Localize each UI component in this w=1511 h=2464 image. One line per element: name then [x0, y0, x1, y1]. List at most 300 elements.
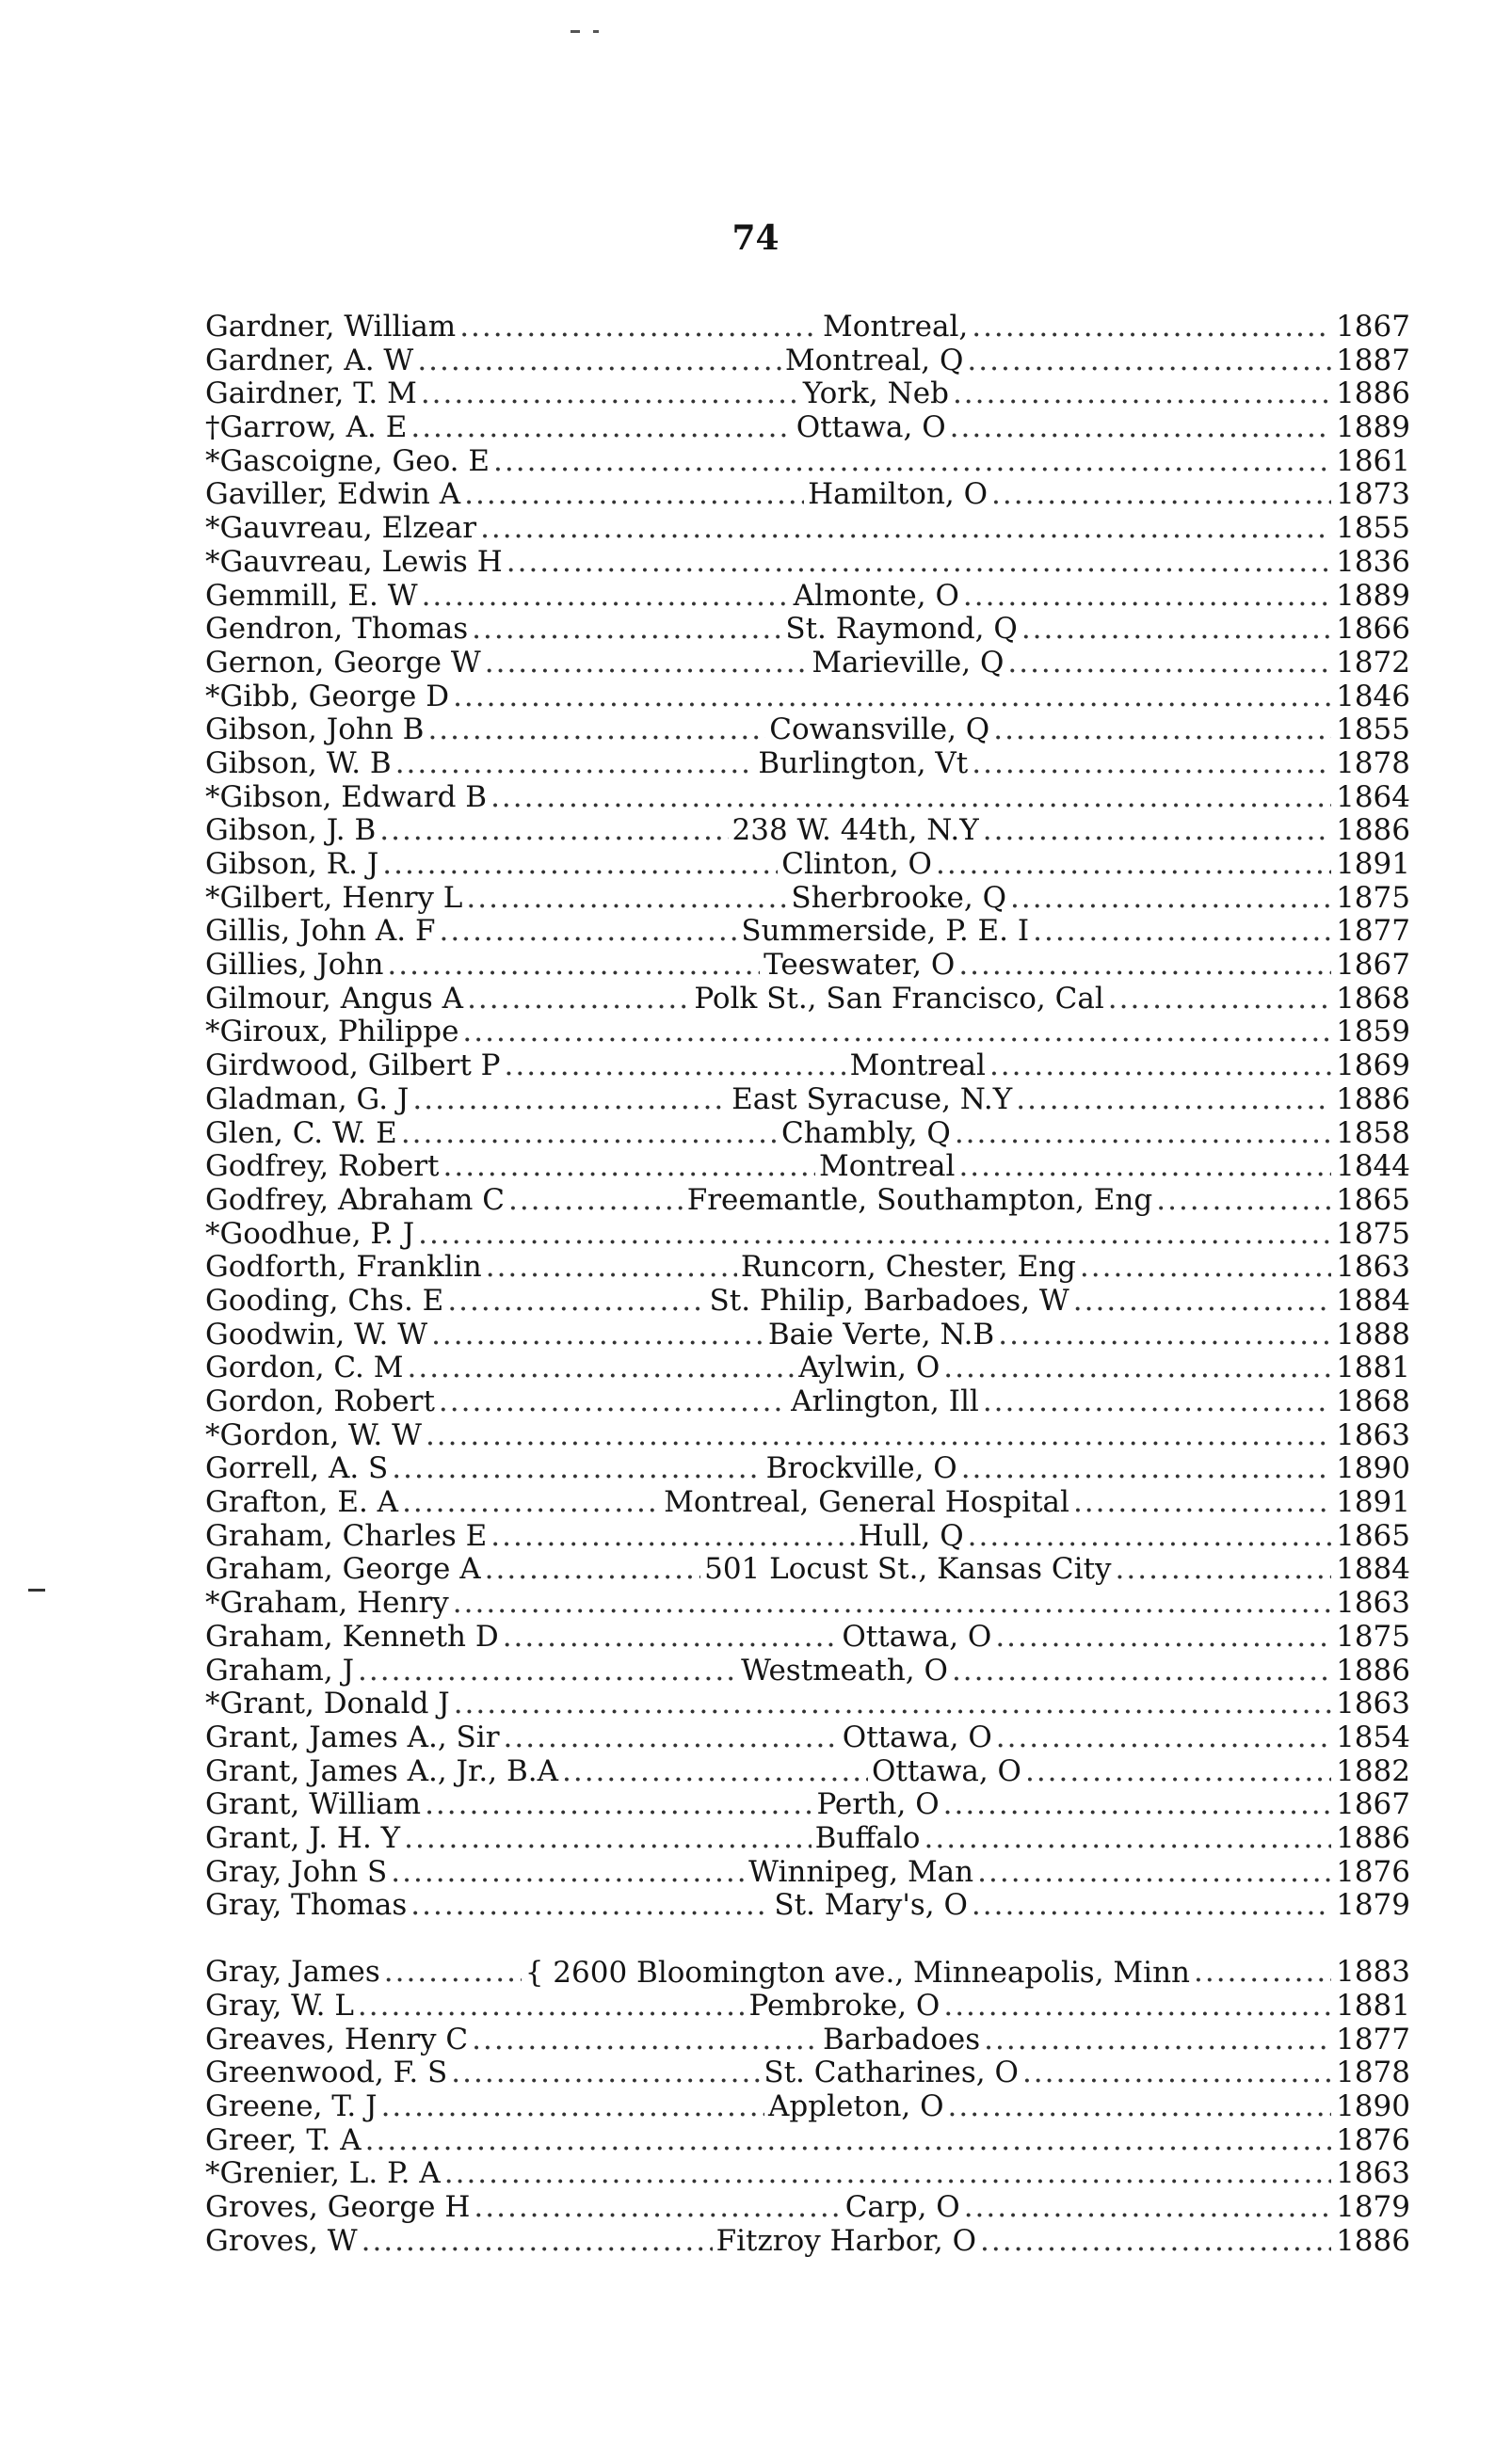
entry-name: Gibson, W. B: [205, 745, 392, 780]
register-entry: [205, 1150, 1410, 1184]
dot-leader: [1108, 983, 1331, 1016]
entry-year: 1890: [1336, 2089, 1410, 2124]
entry-year: 1863: [1336, 1687, 1410, 1721]
dot-leader: [417, 344, 781, 378]
dot-leader: [427, 713, 765, 747]
top-print-mark: [593, 30, 599, 33]
register-entry: [205, 1923, 1410, 1990]
dot-leader: [421, 377, 799, 411]
entry-year: 1863: [1336, 1250, 1410, 1285]
entry-name: Greaves, Henry C: [205, 2022, 469, 2056]
entry-address: Aylwin, O: [798, 1351, 940, 1385]
entry-year: 1867: [1336, 948, 1410, 983]
entry-name: Gibson, R. J: [205, 847, 379, 881]
register-entry: [205, 1319, 1410, 1352]
dot-leader: [404, 1822, 812, 1856]
register-entry: [205, 781, 1410, 815]
dot-leader: [995, 1621, 1331, 1655]
entry-name: Gooding, Chs. E: [205, 1283, 444, 1318]
register-entry: [205, 680, 1410, 714]
entry-name: Gemmill, E. W: [205, 578, 418, 613]
register-entry: [205, 2191, 1410, 2225]
entry-name: Gibson, J. B: [205, 813, 377, 848]
dot-leader: [401, 1117, 778, 1151]
entry-year: 1876: [1336, 1854, 1410, 1889]
entry-name: Glen, C. W. E: [205, 1115, 397, 1150]
dot-leader: [972, 1889, 1331, 1923]
entry-name: Grant, James A., Sir: [205, 1720, 500, 1754]
dot-leader: [998, 1319, 1331, 1352]
register-entry: [205, 546, 1410, 580]
entry-address: Summerside, P. E. I: [741, 914, 1030, 949]
entry-name: Gray, James: [205, 1955, 380, 1990]
entry-year: 1883: [1336, 1955, 1410, 1990]
register-entry: [205, 2090, 1410, 2124]
entry-year: 1886: [1336, 1081, 1410, 1116]
entry-name: Grant, William: [205, 1787, 422, 1822]
dot-leader: [459, 311, 819, 344]
entry-year: 1863: [1336, 1586, 1410, 1621]
dot-leader: [431, 1319, 764, 1352]
register-entry: [205, 2056, 1410, 2090]
entry-name: Graham, Charles E: [205, 1518, 488, 1553]
entry-year: 1877: [1336, 914, 1410, 949]
dot-leader: [968, 1520, 1331, 1554]
register-entry: [205, 1856, 1410, 1890]
dot-leader: [980, 2225, 1331, 2259]
dot-leader: [453, 1587, 1331, 1621]
dot-leader: [964, 2191, 1331, 2225]
dot-leader: [993, 713, 1331, 747]
dot-leader: [480, 512, 1331, 546]
register-entry: [205, 1621, 1410, 1655]
entry-address: Polk St., San Francisco, Cal: [694, 981, 1104, 1016]
dot-leader: [402, 1486, 660, 1520]
entry-year: 1886: [1336, 376, 1410, 411]
entry-year: 1865: [1336, 1182, 1410, 1217]
entry-year: 1881: [1336, 1989, 1410, 2023]
entry-name: *Gilbert, Henry L: [205, 880, 463, 915]
entry-year: 1886: [1336, 1653, 1410, 1688]
dot-leader: [486, 1251, 737, 1285]
entry-name: Goodwin, W. W: [205, 1317, 428, 1352]
entry-address: Montreal,: [822, 310, 969, 344]
entry-address: Burlington, Vt: [758, 745, 969, 780]
entry-name: Gairdner, T. M: [205, 376, 417, 411]
entry-name: Gendron, Thomas: [205, 612, 469, 647]
register-entry: [205, 1990, 1410, 2024]
entry-year: 1879: [1336, 2190, 1410, 2225]
dot-leader: [439, 1385, 787, 1419]
entry-name: Graham, George A: [205, 1552, 481, 1587]
entry-name: *Grenier, L. P. A: [205, 2156, 441, 2191]
entry-name: *Goodhue, P. J: [205, 1216, 415, 1251]
dot-leader: [358, 1990, 746, 2024]
dot-leader: [410, 411, 792, 445]
dot-leader: [387, 949, 760, 983]
dot-leader: [508, 1184, 683, 1218]
entry-name: Grant, J. H. Y: [205, 1820, 401, 1855]
entry-name: Gibson, John B: [205, 712, 425, 747]
dot-leader: [447, 1285, 705, 1319]
dot-leader: [474, 2191, 841, 2225]
entry-year: 1875: [1336, 880, 1410, 915]
dot-leader: [392, 1452, 762, 1486]
register-entry: [205, 1049, 1410, 1083]
entry-address: Marieville, Q: [812, 645, 1005, 680]
dot-leader: [358, 1655, 737, 1688]
dot-leader: [453, 680, 1331, 714]
entry-year: 1890: [1336, 1451, 1410, 1486]
register-entry: [205, 1385, 1410, 1419]
top-print-mark: [571, 30, 580, 33]
entry-name: Gladman, G. J: [205, 1081, 410, 1116]
entry-address: Ottawa, O: [842, 1720, 992, 1754]
entry-address: Montreal, Q: [784, 343, 964, 377]
entry-year: 1875: [1336, 1216, 1410, 1251]
entry-year: 1889: [1336, 578, 1410, 613]
entry-year: 1863: [1336, 1417, 1410, 1452]
dot-leader: [943, 1990, 1331, 2024]
entry-year: 1872: [1336, 645, 1410, 680]
dot-leader: [943, 1788, 1331, 1822]
entry-name: Gernon, George W: [205, 645, 481, 680]
entry-address: Montreal, General Hospital: [664, 1485, 1069, 1520]
entry-name: Gordon, C. M: [205, 1351, 404, 1385]
entry-address: Hamilton, O: [808, 477, 989, 512]
entry-address: Ottawa, O: [842, 1619, 992, 1654]
entry-year: 1836: [1336, 544, 1410, 579]
entry-address: Almonte, O: [793, 578, 959, 613]
dot-leader: [462, 1016, 1331, 1049]
register-entry: [205, 713, 1410, 747]
entry-name: Girdwood, Gilbert P: [205, 1048, 501, 1083]
register-entry: [205, 1822, 1410, 1856]
entry-year: 1875: [1336, 1619, 1410, 1654]
dot-leader: [425, 1788, 812, 1822]
entry-address: Winnipeg, Man: [748, 1854, 974, 1889]
dot-leader: [989, 1049, 1331, 1083]
dot-leader: [503, 1621, 839, 1655]
entry-year: 1864: [1336, 779, 1410, 814]
dot-leader: [996, 1721, 1331, 1755]
dot-leader: [1025, 1755, 1331, 1789]
dot-leader: [991, 478, 1331, 512]
dot-leader: [1080, 1251, 1331, 1285]
dot-leader: [365, 2124, 1331, 2158]
register-entry: [205, 1587, 1410, 1621]
entry-address: St. Catharines, O: [764, 2056, 1019, 2090]
register-entry: [205, 848, 1410, 882]
entry-name: Grant, James A., Jr., B.A: [205, 1753, 558, 1788]
entry-address: Baie Verte, N.B: [767, 1317, 995, 1352]
register-entry: [205, 613, 1410, 647]
register-entry: [205, 512, 1410, 546]
register-entry: [205, 580, 1410, 614]
entry-address: Teeswater, O: [764, 948, 956, 983]
dot-leader: [1116, 1553, 1331, 1587]
dot-leader: [410, 1889, 770, 1923]
register-entry: [205, 2157, 1410, 2191]
dot-leader: [943, 1352, 1331, 1385]
entry-name: Gaviller, Edwin A: [205, 477, 461, 512]
entry-year: 1854: [1336, 1720, 1410, 1754]
dot-leader: [467, 983, 690, 1016]
entry-year: 1873: [1336, 477, 1410, 512]
entry-address: Pembroke, O: [748, 1989, 940, 2023]
entry-name: Godfrey, Robert: [205, 1149, 440, 1184]
entry-address: 238 W. 44th, N.Y: [731, 813, 979, 848]
entry-year: 1855: [1336, 712, 1410, 747]
dot-leader: [955, 1117, 1331, 1151]
entry-name: Gillies, John: [205, 948, 384, 983]
entry-year: 1846: [1336, 679, 1410, 713]
dot-leader: [936, 848, 1331, 882]
entry-year: 1878: [1336, 745, 1410, 780]
entry-address: Runcorn, Chester, Eng: [740, 1250, 1076, 1285]
register-entry: [205, 1486, 1410, 1520]
entry-name: *Gascoigne, Geo. E: [205, 443, 490, 478]
register-entry: [205, 1688, 1410, 1721]
entry-name: Gray, W. L: [205, 1989, 354, 2023]
entry-year: 1891: [1336, 847, 1410, 881]
entry-year: 1863: [1336, 2156, 1410, 2191]
entry-address: Perth, O: [816, 1787, 940, 1822]
entry-year: 1886: [1336, 2223, 1410, 2258]
register-entry: [205, 1016, 1410, 1049]
register-entry: [205, 814, 1410, 848]
margin-mark: [28, 1589, 45, 1592]
entry-address: Freemantle, Southampton, Eng: [686, 1182, 1153, 1217]
register-entry: [205, 1285, 1410, 1319]
entry-name: Gillis, John A. F: [205, 914, 436, 949]
entry-name: Groves, George H: [205, 2190, 471, 2225]
dot-leader: [490, 1520, 854, 1554]
register-entry: [205, 344, 1410, 378]
dot-leader: [1007, 647, 1331, 680]
entry-year: 1882: [1336, 1753, 1410, 1788]
register-entry: [205, 1889, 1410, 1923]
entry-name: Greenwood, F. S: [205, 2056, 448, 2090]
entry-address: 501 Locust St., Kansas City: [704, 1552, 1112, 1587]
dot-leader: [924, 1822, 1331, 1856]
entry-name: Groves, W: [205, 2223, 358, 2258]
entry-name: Greer, T. A: [205, 2122, 362, 2157]
dot-leader: [1073, 1486, 1331, 1520]
dot-leader: [967, 344, 1331, 378]
register-entry: [205, 1117, 1410, 1151]
register-entry: [205, 1788, 1410, 1822]
entry-address: Westmeath, O: [741, 1653, 948, 1688]
entry-name: Graham, J: [205, 1653, 355, 1688]
entry-name: *Graham, Henry: [205, 1586, 449, 1621]
entry-address: Montreal: [849, 1048, 986, 1083]
entry-name: Greene, T. J: [205, 2089, 378, 2124]
dot-leader: [451, 2056, 760, 2090]
dot-leader: [472, 2024, 819, 2057]
entry-address: St. Philip, Barbadoes, W: [709, 1283, 1069, 1318]
dot-leader: [1010, 882, 1331, 916]
dot-leader: [395, 747, 755, 781]
dot-leader: [1021, 613, 1331, 647]
entry-year: 1859: [1336, 1015, 1410, 1049]
dot-leader: [961, 1452, 1331, 1486]
dot-leader: [1073, 1285, 1331, 1319]
register-entry: [205, 2024, 1410, 2057]
entry-address: Carp, O: [844, 2190, 960, 2225]
register-entry: [205, 1184, 1410, 1218]
entry-year: 1888: [1336, 1317, 1410, 1352]
entry-year: 1884: [1336, 1283, 1410, 1318]
dot-leader: [490, 781, 1331, 815]
entry-year: 1884: [1336, 1552, 1410, 1587]
dot-leader: [493, 445, 1331, 479]
entry-year: 1867: [1336, 1787, 1410, 1822]
entry-name: *Gauvreau, Elzear: [205, 511, 477, 546]
dot-leader: [972, 311, 1331, 344]
entry-year: 1865: [1336, 1518, 1410, 1553]
register-entry: [205, 915, 1410, 949]
entry-year: 1887: [1336, 343, 1410, 377]
register-entry: [205, 1083, 1410, 1117]
entry-address: Clinton, O: [781, 847, 932, 881]
entry-address: St. Mary's, O: [774, 1888, 968, 1923]
page-number: 74: [731, 218, 780, 258]
register-entry: [205, 1419, 1410, 1453]
entry-year: 1886: [1336, 813, 1410, 848]
register-entry: [205, 1721, 1410, 1755]
dot-leader: [983, 814, 1331, 848]
dot-leader: [977, 1856, 1331, 1890]
entry-address: Cowansville, Q: [769, 712, 990, 747]
entry-name: Gorrell, A. S: [205, 1451, 389, 1486]
entry-year: 1877: [1336, 2022, 1410, 2056]
dot-leader: [958, 949, 1331, 983]
entry-name: Gardner, William: [205, 310, 457, 344]
entry-year: 1861: [1336, 443, 1410, 478]
dot-leader: [485, 647, 809, 680]
register-entry: [205, 2124, 1410, 2158]
register-entry: [205, 1251, 1410, 1285]
register-entry: [205, 647, 1410, 680]
dot-leader: [950, 411, 1331, 445]
entry-name: Gray, John S: [205, 1854, 388, 1889]
entry-address: York, Neb: [802, 376, 949, 411]
dot-leader: [948, 2090, 1331, 2124]
dot-leader: [391, 1856, 745, 1890]
entry-address: Sherbrooke, Q: [791, 880, 1006, 915]
entry-address: Ottawa, O: [796, 410, 946, 445]
entry-name: †Garrow, A. E: [205, 410, 408, 445]
entry-name: *Gordon, W. W: [205, 1417, 422, 1452]
dot-leader: [485, 1553, 700, 1587]
dot-leader: [440, 915, 738, 949]
register-entry: [205, 1553, 1410, 1587]
register-entry: [205, 1452, 1410, 1486]
entry-year: 1876: [1336, 2122, 1410, 2157]
register-list: [205, 311, 1410, 2259]
register-entry: [205, 1755, 1410, 1789]
dot-leader: [506, 546, 1331, 580]
dot-leader: [562, 1755, 868, 1789]
dot-leader: [412, 1083, 728, 1117]
dot-leader: [382, 848, 778, 882]
dot-leader: [442, 1150, 815, 1184]
entry-name: Godfrey, Abraham C: [205, 1182, 505, 1217]
entry-address: Appleton, O: [768, 2089, 944, 2124]
entry-address: Montreal: [819, 1149, 956, 1184]
dot-leader: [984, 2024, 1331, 2057]
entry-address: Barbadoes: [822, 2022, 981, 2056]
entry-year: 1869: [1336, 1048, 1410, 1083]
register-entry: [205, 1520, 1410, 1554]
register-entry: [205, 478, 1410, 512]
dot-leader: [1033, 915, 1331, 949]
dot-leader: [418, 1218, 1331, 1252]
register-entry: [205, 1655, 1410, 1688]
entry-address: Buffalo: [814, 1820, 921, 1855]
dot-leader: [1194, 1956, 1331, 1990]
register-entry: [205, 311, 1410, 344]
dot-leader: [1022, 2056, 1331, 2090]
entry-name: Gardner, A. W: [205, 343, 414, 377]
entry-year: 1891: [1336, 1485, 1410, 1520]
entry-address: East Syracuse, N.Y: [731, 1081, 1013, 1116]
dot-leader: [381, 2090, 764, 2124]
entry-address: Arlington, Ill: [791, 1384, 979, 1418]
entry-address: { 2600 Bloomington ave., Minneapolis, Minn: [524, 1956, 1190, 1990]
entry-address: Fitzroy Harbor, O: [715, 2223, 977, 2258]
register-entry: [205, 983, 1410, 1016]
dot-leader: [1156, 1184, 1331, 1218]
register-entry: [205, 882, 1410, 916]
dot-leader: [444, 2157, 1331, 2191]
entry-year: 1844: [1336, 1149, 1410, 1184]
dot-leader: [379, 814, 728, 848]
dot-leader: [972, 747, 1331, 781]
register-entry: [205, 949, 1410, 983]
entry-name: *Giroux, Philippe: [205, 1015, 459, 1049]
entry-name: *Gibb, George D: [205, 679, 450, 713]
entry-year: 1866: [1336, 612, 1410, 647]
entry-year: 1867: [1336, 310, 1410, 344]
register-entry: [205, 2225, 1410, 2259]
entry-address: Brockville, O: [765, 1451, 957, 1486]
dot-leader: [454, 1688, 1331, 1721]
entry-year: 1855: [1336, 511, 1410, 546]
entry-address: Ottawa, O: [872, 1753, 1021, 1788]
entry-year: 1879: [1336, 1888, 1410, 1923]
entry-name: Godforth, Franklin: [205, 1250, 482, 1285]
entry-year: 1868: [1336, 981, 1410, 1016]
entry-name: Gilmour, Angus A: [205, 981, 464, 1016]
entry-year: 1868: [1336, 1384, 1410, 1418]
dot-leader: [384, 1956, 522, 1990]
entry-name: *Grant, Donald J: [205, 1687, 450, 1721]
dot-leader: [362, 2225, 713, 2259]
dot-leader: [953, 377, 1331, 411]
entry-name: *Gauvreau, Lewis H: [205, 544, 503, 579]
entry-year: 1889: [1336, 410, 1410, 445]
entry-year: 1858: [1336, 1115, 1410, 1150]
dot-leader: [504, 1721, 839, 1755]
entry-year: 1878: [1336, 2056, 1410, 2090]
entry-address: Hull, Q: [858, 1518, 964, 1553]
dot-leader: [963, 580, 1331, 614]
entry-name: Graham, Kenneth D: [205, 1619, 499, 1654]
dot-leader: [426, 1419, 1331, 1453]
register-entry: [205, 1352, 1410, 1385]
